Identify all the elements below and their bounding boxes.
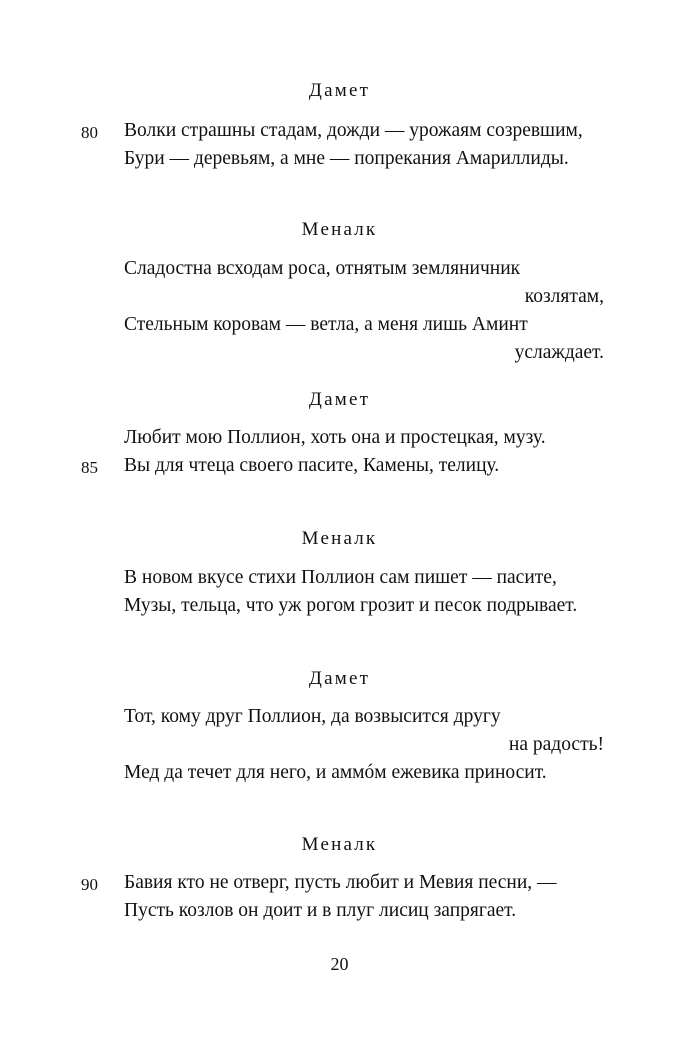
verse-line-continuation: козлятам, xyxy=(524,286,604,307)
verse-line: Волки страшны стадам, дожди — урожаям созревшим, xyxy=(124,120,583,141)
speaker-heading: Дамет xyxy=(308,80,371,101)
verse-line-continuation: услаждает. xyxy=(514,342,604,363)
verse-line: Бури — деревьям, а мне — попрекания Амариллиды. xyxy=(124,148,569,169)
line-number: 90 xyxy=(81,875,98,894)
verse-line: Пусть козлов он доит и в плуг лисиц запрягает. xyxy=(124,900,517,921)
speaker-heading: Дамет xyxy=(308,668,371,689)
speaker-heading: Меналк xyxy=(301,219,378,240)
speaker-heading: Дамет xyxy=(308,389,371,410)
speaker-heading: Меналк xyxy=(301,528,378,549)
verse-line: Стельным коровам — ветла, а меня лишь Аминт xyxy=(124,314,528,335)
verse-line: Музы, тельца, что уж рогом грозит и песок подрывает. xyxy=(124,595,578,616)
line-number: 85 xyxy=(81,458,98,477)
verse-line: Любит мою Поллион, хоть она и простецкая, музу. xyxy=(124,427,546,448)
line-number: 80 xyxy=(81,123,98,142)
verse-line: Вы для чтеца своего пасите, Камены, телицу. xyxy=(124,455,500,476)
verse-line: Тот, кому друг Поллион, да возвысится другу xyxy=(124,706,501,727)
verse-line: В новом вкусе стихи Поллион сам пишет — пасите, xyxy=(124,567,557,588)
verse-line: Сладостна всходам роса, отнятым земляничник xyxy=(124,258,521,279)
verse-line-continuation: на радость! xyxy=(508,734,604,755)
verse-line: Бавия кто не отверг, пусть любит и Мевия песни, — xyxy=(124,872,557,893)
speaker-heading: Меналк xyxy=(301,834,378,855)
verse-line: Мед да течет для него, и аммóм ежевика приносит. xyxy=(124,762,547,783)
page-number: 20 xyxy=(330,954,349,974)
